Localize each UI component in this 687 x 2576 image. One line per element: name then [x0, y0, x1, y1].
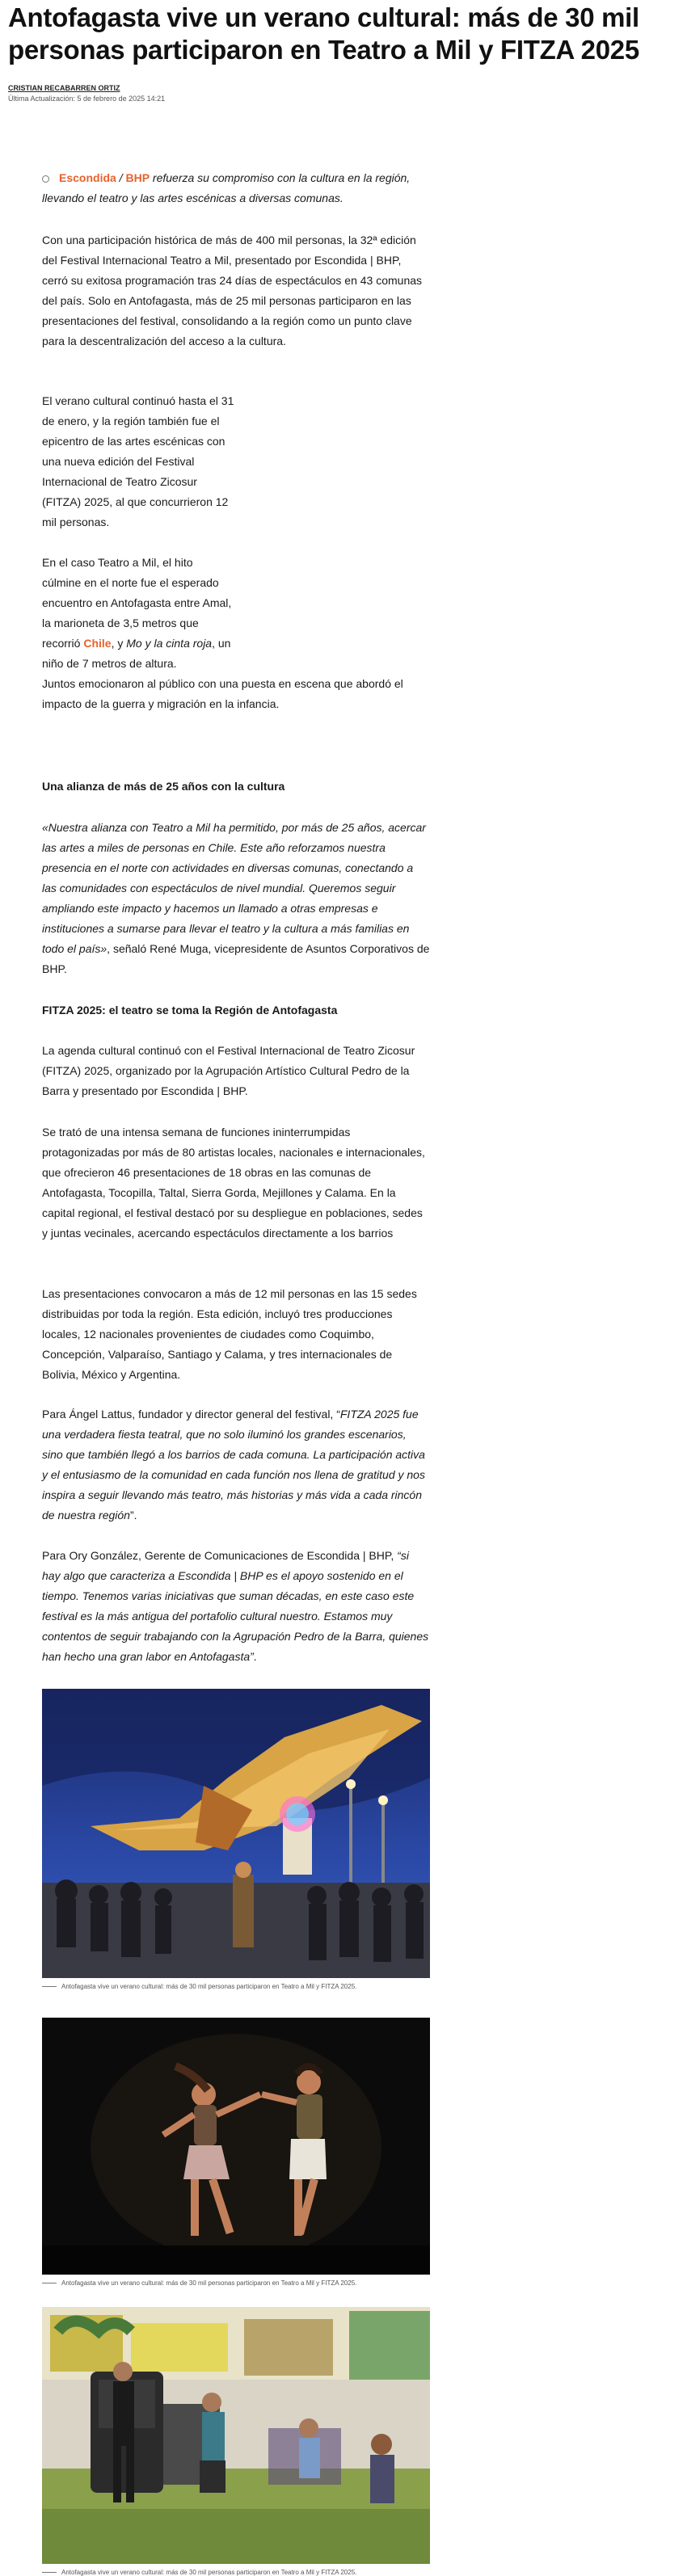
figure-3 [42, 2307, 430, 2576]
section-heading-fitza: FITZA 2025: el teatro se toma la Región de Antofagasta [42, 1004, 338, 1017]
escondida-link[interactable]: Escondida [59, 171, 116, 184]
quote-3-end: . [253, 1650, 257, 1663]
festival-photo-3[interactable] [42, 2307, 430, 2564]
paragraph-6: Las presentaciones convocaron a más de 12 mil personas en las 15 sedes distribuidas por toda la región. Esta edición, incluyó tres producciones locales, 12 nacionales provenientes de ciudades como Coquimbo, Concepción, Valparaíso, Santiago y Calama, y tres internacionales de Bolivia, México y Argentina. [42, 1287, 417, 1381]
p3-text-a: En el caso Teatro a Mil, el hito cúlmine en el norte fue el esperado encuentro en Antofagasta entre Amal, la marioneta de 3,5 metros que recorrió [42, 556, 232, 650]
paragraph-4: La agenda cultural continuó con el Festival Internacional de Teatro Zicosur (FITZA) 2025, organizado por la Agrupación Artístico Cultural Pedro de la Barra y presentado por Escondida | BHP. [42, 1044, 415, 1097]
figure-1 [42, 1689, 430, 1990]
bullet-icon [42, 175, 49, 183]
paragraph-3 [42, 553, 430, 714]
paragraph-1: Con una participación histórica de más de 400 mil personas, la 32ª edición del Festival Internacional Teatro a Mil, presentado por Escondida | BHP, cerró su exitosa programación tras 24 días de espectáculos en 43 comunas del país. Solo en Antofagasta, más de 25 mil personas participaron en las presentaciones del festival, consolidando a la región como un punto clave para la descentralización del acceso a la cultura. [42, 234, 423, 347]
chile-link[interactable]: Chile [83, 637, 112, 650]
festival-photo-2[interactable] [42, 2018, 430, 2275]
article-lead [42, 168, 430, 208]
p3-text-d: Juntos emocionaron al público con una puesta en escena que abordó el impacto de la guerra y migración en la infancia. [42, 677, 403, 710]
author-link[interactable]: CRISTIAN RECABARREN ORTIZ [8, 84, 120, 92]
caption-1-text: Antofagasta vive un verano cultural: más de 30 mil personas participaron en Teatro a Mil y FITZA 2025. [61, 1983, 357, 1990]
lead-separator: / [116, 171, 126, 184]
caption-3 [42, 2569, 430, 2576]
quote-1-italic: «Nuestra alianza con Teatro a Mil ha permitido, por más de 25 años, acercar las artes a miles de personas en Chile. Este año reforzamos nuestra presencia en el norte con actividades en diversas comunas, conectando a las comunidades con espectáculos de nivel mundial. Queremos seguir ampliando este impacto y hacemos un llamado a otras empresas e instituciones a sumarse para llevar el teatro y la cultura a más familias en todo el país» [42, 821, 426, 955]
updated-timestamp: Última Actualización: 5 de febrero de 2025 14:21 [8, 95, 166, 103]
paragraph-5: Se trató de una intensa semana de funciones ininterrumpidas protagonizadas por más de 80 artistas locales, nacionales e internacionales, que ofrecieron 46 presentaciones de 18 obras en las comunas de Antofagasta, Tocopilla, Taltal, Sierra Gorda, Mejillones y Calama. En la capital regional, el festival destacó por su despliegue en poblaciones, sedes y juntas vecinales, acercando espectáculos directamente a los barrios [42, 1126, 425, 1240]
p3-text-c: , un niño de 7 metros de altura. [42, 637, 231, 670]
caption-2 [42, 2279, 430, 2287]
figure-2 [42, 2018, 430, 2287]
caption-1 [42, 1983, 430, 1990]
caption-3-text: Antofagasta vive un verano cultural: más de 30 mil personas participaron en Teatro a Mil y FITZA 2025. [61, 2569, 357, 2576]
quote-2-end: ”. [129, 1509, 137, 1522]
caption-1-rule [42, 1986, 57, 1987]
quote-2 [42, 1404, 430, 1526]
article-header [0, 0, 687, 103]
bhp-link[interactable]: BHP [125, 171, 150, 184]
quote-2-intro: Para Ángel Lattus, fundador y director general del festival, “ [42, 1408, 340, 1421]
quote-3-italic: “si hay algo que caracteriza a Escondida | BHP es el apoyo sostenido en el tiempo. Tenemos varias iniciativas que suman décadas, en este caso este festival es la más antigua del portafolio cultural nuestro. Estamos muy contentos de seguir trabajando con la Agrupación Pedro de la Barra, quienes han hecho una gran labor en Antofagasta” [42, 1549, 429, 1663]
p3-italic: Mo y la cinta roja [126, 637, 213, 650]
section-heading-alliance: Una alianza de más de 25 años con la cultura [42, 780, 285, 793]
lead-text: refuerza su compromiso con la cultura en la región, llevando el teatro y las artes escénicas a diversas comunas. [42, 171, 411, 204]
quote-1 [42, 818, 430, 979]
quote-3 [42, 1546, 430, 1667]
quote-1-attribution: , señaló René Muga, vicepresidente de Asuntos Corporativos de BHP. [42, 942, 430, 975]
festival-photo-1[interactable] [42, 1689, 430, 1978]
caption-2-text: Antofagasta vive un verano cultural: más de 30 mil personas participaron en Teatro a Mil y FITZA 2025. [61, 2279, 357, 2287]
p3-text-b: , y [111, 637, 127, 650]
page-title: Antofagasta vive un verano cultural: más de 30 mil personas participaron en Teatro a Mil y FITZA 2025 [8, 2, 639, 65]
quote-3-intro: Para Ory González, Gerente de Comunicaciones de Escondida | BHP, [42, 1549, 398, 1562]
quote-2-italic: FITZA 2025 fue una verdadera fiesta teatral, que no solo iluminó los grandes escenarios, sino que también llegó a los barrios de cada comuna. La participación activa y el entusiasmo de la comunidad en cada función nos llena de gratitud y nos inspira a seguir llevando más teatro, más historias y más vida a cada rincón de nuestra región [42, 1408, 425, 1522]
paragraph-2: El verano cultural continuó hasta el 31 de enero, y la región también fue el epicentro de las artes escénicas con una nueva edición del Festival Internacional de Teatro Zicosur (FITZA) 2025, al que concurrieron 12 mil personas. [42, 394, 234, 528]
caption-3-rule [42, 2572, 57, 2573]
